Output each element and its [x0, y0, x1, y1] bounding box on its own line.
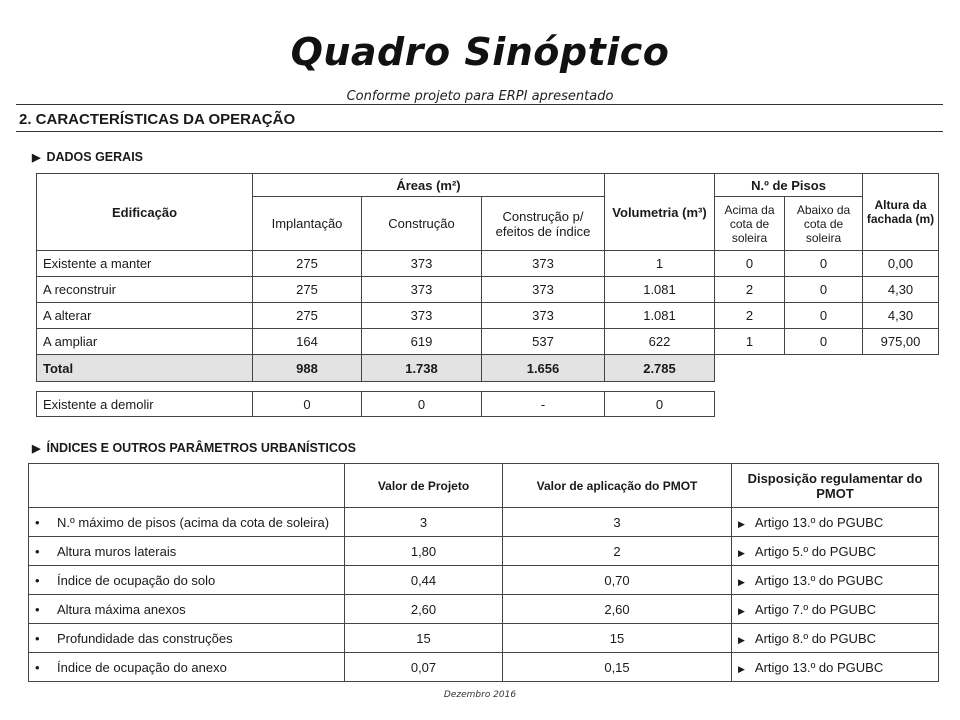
table-row: Existente a demolir 0 0 - 0 — [37, 392, 939, 417]
triangle-right-icon: ▶ — [32, 443, 41, 455]
header-n-pisos: N.º de Pisos — [715, 174, 863, 197]
header-areas: Áreas (m²) — [253, 174, 605, 197]
table-row: A reconstruir 275 373 373 1.081 2 0 4,30 — [37, 277, 939, 303]
triangle-right-icon: ▶ — [738, 518, 745, 529]
header-volumetria: Volumetria (m³) — [605, 174, 715, 251]
total-row: Total 988 1.738 1.656 2.785 — [37, 355, 939, 382]
triangle-right-icon: ▶ — [738, 547, 745, 558]
header-acima-cota: Acima da cota de soleira — [715, 197, 785, 251]
page-title: Quadro Sinóptico — [290, 30, 670, 74]
footer-date: Dezembro 2016 — [443, 690, 517, 700]
section-heading: 2. CARACTERÍSTICAS DA OPERAÇÃO — [19, 111, 296, 128]
bullet-icon: • — [35, 630, 40, 646]
triangle-right-icon: ▶ — [738, 576, 745, 587]
header-valor-pmot: Valor de aplicação do PMOT — [503, 464, 732, 508]
header-edificacao: Edificação — [37, 174, 253, 251]
triangle-right-icon: ▶ — [738, 605, 745, 616]
table-row: • Índice de ocupação do solo 0,44 0,70 ▶ Artigo 13.º do PGUBC — [29, 566, 939, 595]
page-subtitle: Conforme projeto para ERPI apresentado — [346, 89, 614, 104]
header-disposicao: Disposição regulamentar do PMOT — [732, 464, 939, 508]
header-construcao: Construção — [362, 197, 482, 251]
table-row: • Altura muros laterais 1,80 2 ▶ Artigo 5.º do PGUBC — [29, 537, 939, 566]
table-row: • Índice de ocupação do anexo 0,07 0,15 ▶ Artigo 13.º do PGUBC — [29, 653, 939, 682]
indices-heading: ▶ ÍNDICES E OUTROS PARÂMETROS URBANÍSTICOS — [32, 441, 356, 455]
bullet-icon: • — [35, 572, 40, 588]
bullet-icon: • — [35, 543, 40, 559]
divider — [16, 131, 943, 132]
header-valor-projeto: Valor de Projeto — [345, 464, 503, 508]
bullet-icon: • — [35, 659, 40, 675]
bullet-icon: • — [35, 514, 40, 530]
table-row: • Profundidade das construções 15 15 ▶ Artigo 8.º do PGUBC — [29, 624, 939, 653]
bullet-icon: • — [35, 601, 40, 617]
divider — [16, 104, 943, 105]
header-abaixo-cota: Abaixo da cota de soleira — [785, 197, 863, 251]
triangle-right-icon: ▶ — [32, 152, 41, 164]
table-row: A alterar 275 373 373 1.081 2 0 4,30 — [37, 303, 939, 329]
triangle-right-icon: ▶ — [738, 663, 745, 674]
table-row: • Altura máxima anexos 2,60 2,60 ▶ Artigo 7.º do PGUBC — [29, 595, 939, 624]
indices-table — [28, 463, 939, 682]
header-implantacao: Implantação — [253, 197, 362, 251]
table-row: Existente a manter 275 373 373 1 0 0 0,00 — [37, 251, 939, 277]
header-construcao-indice: Construção p/ efeitos de índice — [482, 197, 605, 251]
dados-gerais-heading: ▶ DADOS GERAIS — [32, 150, 144, 164]
table-row: • N.º máximo de pisos (acima da cota de soleira) 3 3 ▶ Artigo 13.º do PGUBC — [29, 508, 939, 537]
triangle-right-icon: ▶ — [738, 634, 745, 645]
header-altura: Altura da fachada (m) — [863, 174, 939, 251]
table-row: A ampliar 164 619 537 622 1 0 975,00 — [37, 329, 939, 355]
dados-gerais-table — [36, 173, 939, 417]
